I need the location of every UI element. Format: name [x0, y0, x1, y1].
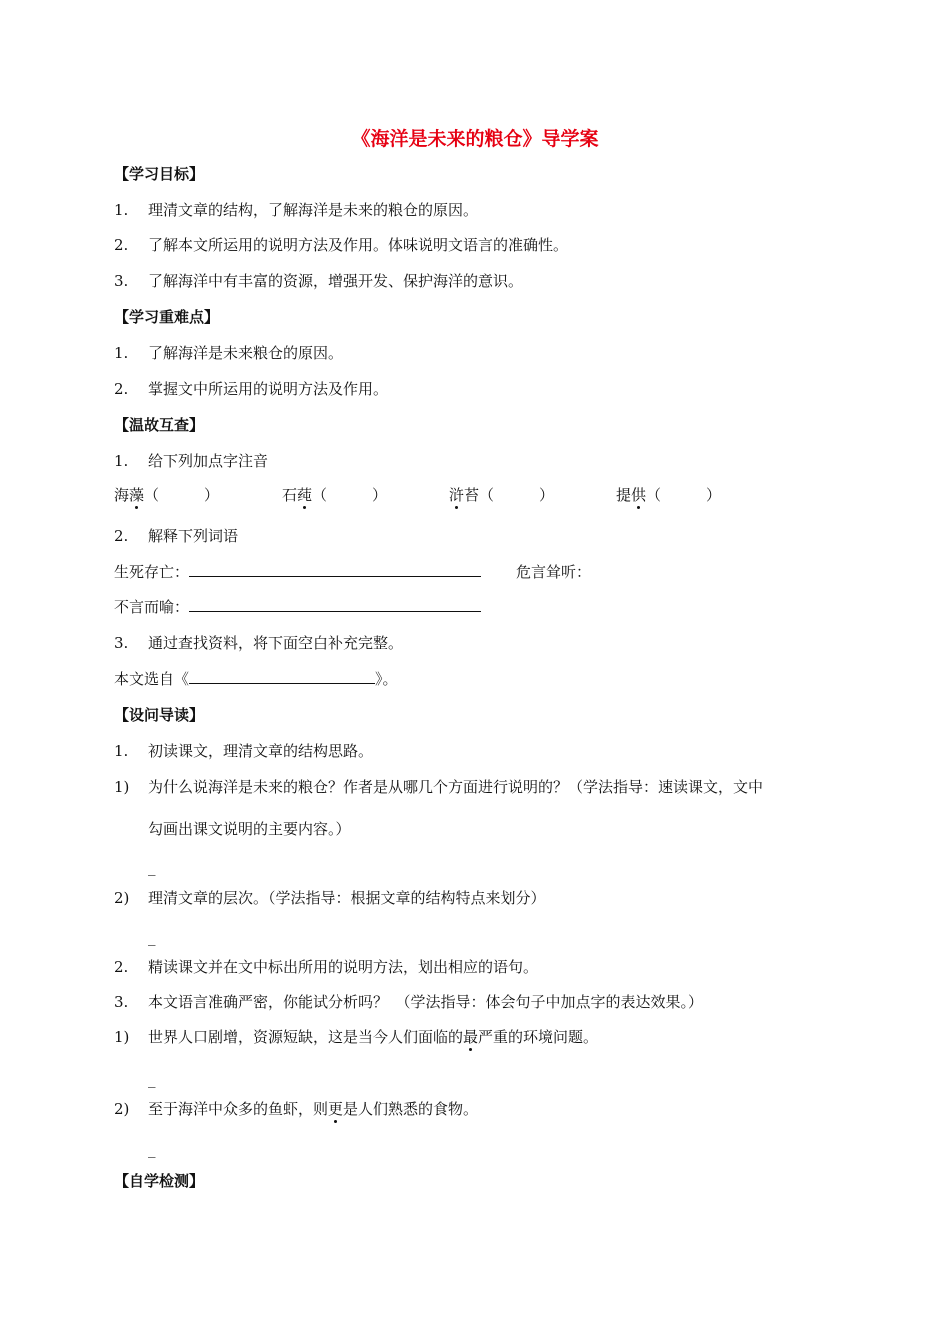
item-text: 理清文章的层次。（学法指导：根据文章的结构特点来划分） [148, 889, 546, 907]
objective-item-3 [114, 270, 523, 292]
review-question-2 [114, 525, 238, 547]
term-label: 不言而喻： [114, 598, 190, 616]
section-header-review: 【温故互查】 [114, 416, 205, 434]
section-header-guided: 【设问导读】 [114, 706, 205, 724]
document-title: 《海洋是未来的粮仓》导学案 [351, 128, 599, 150]
pinyin-word-2: 石莼（ ） [282, 486, 388, 504]
item-number: 2. [114, 236, 129, 254]
dotted-char: 莼 [297, 486, 313, 504]
pinyin-word-4: 提供（ ） [616, 486, 722, 504]
item-text: 了解本文所运用的说明方法及作用。体味说明文语言的准确性。 [148, 236, 569, 254]
pinyin-word-1: 海藻（ ） [114, 486, 220, 504]
item-number: 1. [114, 201, 129, 219]
pinyin-word-3: 浒苔（ ） [449, 486, 555, 504]
answer-line[interactable]: _ [148, 1070, 156, 1088]
dotted-char: 藻 [129, 486, 145, 504]
dotted-char: 供 [631, 486, 647, 504]
item-number: 2) [114, 1100, 130, 1118]
guided-subquestion-1-1-cont: 勾画出课文说明的主要内容。） [148, 820, 351, 838]
guided-question-3 [114, 991, 703, 1013]
term-answer-line[interactable] [189, 561, 481, 577]
item-text: 本文语言准确严密，你能试分析吗？ （学法指导：体会句子中加点字的表达效果。） [148, 993, 704, 1011]
answer-paren: （ ） [144, 486, 220, 504]
answer-paren: （ ） [312, 486, 388, 504]
term-label: 危言耸听： [516, 563, 592, 581]
item-text: 掌握文中所运用的说明方法及作用。 [148, 380, 389, 398]
guided-subquestion-1-1 [114, 776, 763, 798]
section-header-selftest: 【自学检测】 [114, 1172, 205, 1190]
guided-subquestion-3-1: 1) 世界人口剧增，资源短缺，这是当今人们面临的最严重的环境问题。 [114, 1028, 599, 1046]
objective-item-1 [114, 199, 478, 221]
item-number: 1. [114, 742, 129, 760]
section-header-keypoints: 【学习重难点】 [114, 308, 220, 326]
source-answer-line[interactable] [189, 668, 375, 684]
item-text: 为什么说海洋是未来的粮仓？作者是从哪几个方面进行说明的？（学法指导：速读课文，文中 [148, 778, 764, 796]
item-number: 2. [114, 958, 129, 976]
item-number: 2) [114, 889, 130, 907]
item-number: 1. [114, 344, 129, 362]
term-row-2 [516, 561, 591, 583]
guided-question-2 [114, 956, 538, 978]
objective-item-2 [114, 234, 568, 256]
keypoint-item-2 [114, 378, 388, 400]
item-text: 解释下列词语 [148, 527, 239, 545]
item-text: 了解海洋中有丰富的资源，增强开发、保护海洋的意识。 [148, 272, 524, 290]
answer-line[interactable]: _ [148, 928, 156, 946]
source-suffix: 》。 [375, 670, 398, 688]
guided-subquestion-1-2 [114, 887, 546, 909]
review-question-1 [114, 450, 268, 472]
section-header-objectives: 【学习目标】 [114, 165, 205, 183]
source-prefix: 本文选自《 [114, 670, 190, 688]
answer-line[interactable]: _ [148, 1140, 156, 1158]
term-row-1 [114, 561, 481, 583]
item-number: 3. [114, 634, 129, 652]
item-text: 了解海洋是未来粮仓的原因。 [148, 344, 344, 362]
answer-paren: （ ） [479, 486, 555, 504]
item-number: 1) [114, 778, 130, 796]
item-number: 1. [114, 452, 129, 470]
term-row-3 [114, 596, 481, 618]
dotted-char: 浒 [449, 486, 465, 504]
item-number: 3. [114, 272, 129, 290]
guided-subquestion-3-2: 2) 至于海洋中众多的鱼虾，则更是人们熟悉的食物。 [114, 1100, 479, 1118]
item-text: 通过查找资料，将下面空白补充完整。 [148, 634, 404, 652]
guided-question-1 [114, 740, 373, 762]
term-answer-line[interactable] [189, 596, 481, 612]
item-number: 1) [114, 1028, 130, 1046]
source-row [114, 668, 398, 690]
item-number: 2. [114, 527, 129, 545]
item-text: 给下列加点字注音 [148, 452, 269, 470]
item-text: 理清文章的结构，了解海洋是未来的粮仓的原因。 [148, 201, 479, 219]
dotted-char: 更 [328, 1100, 344, 1118]
answer-line[interactable]: _ [148, 858, 156, 876]
keypoint-item-1 [114, 342, 343, 364]
item-text: 初读课文，理清文章的结构思路。 [148, 742, 374, 760]
answer-paren: （ ） [646, 486, 722, 504]
item-text: 精读课文并在文中标出所用的说明方法，划出相应的语句。 [148, 958, 539, 976]
term-label: 生死存亡： [114, 563, 190, 581]
item-number: 2. [114, 380, 129, 398]
dotted-char: 最 [463, 1028, 479, 1046]
review-question-3 [114, 632, 403, 654]
item-number: 3. [114, 993, 129, 1011]
